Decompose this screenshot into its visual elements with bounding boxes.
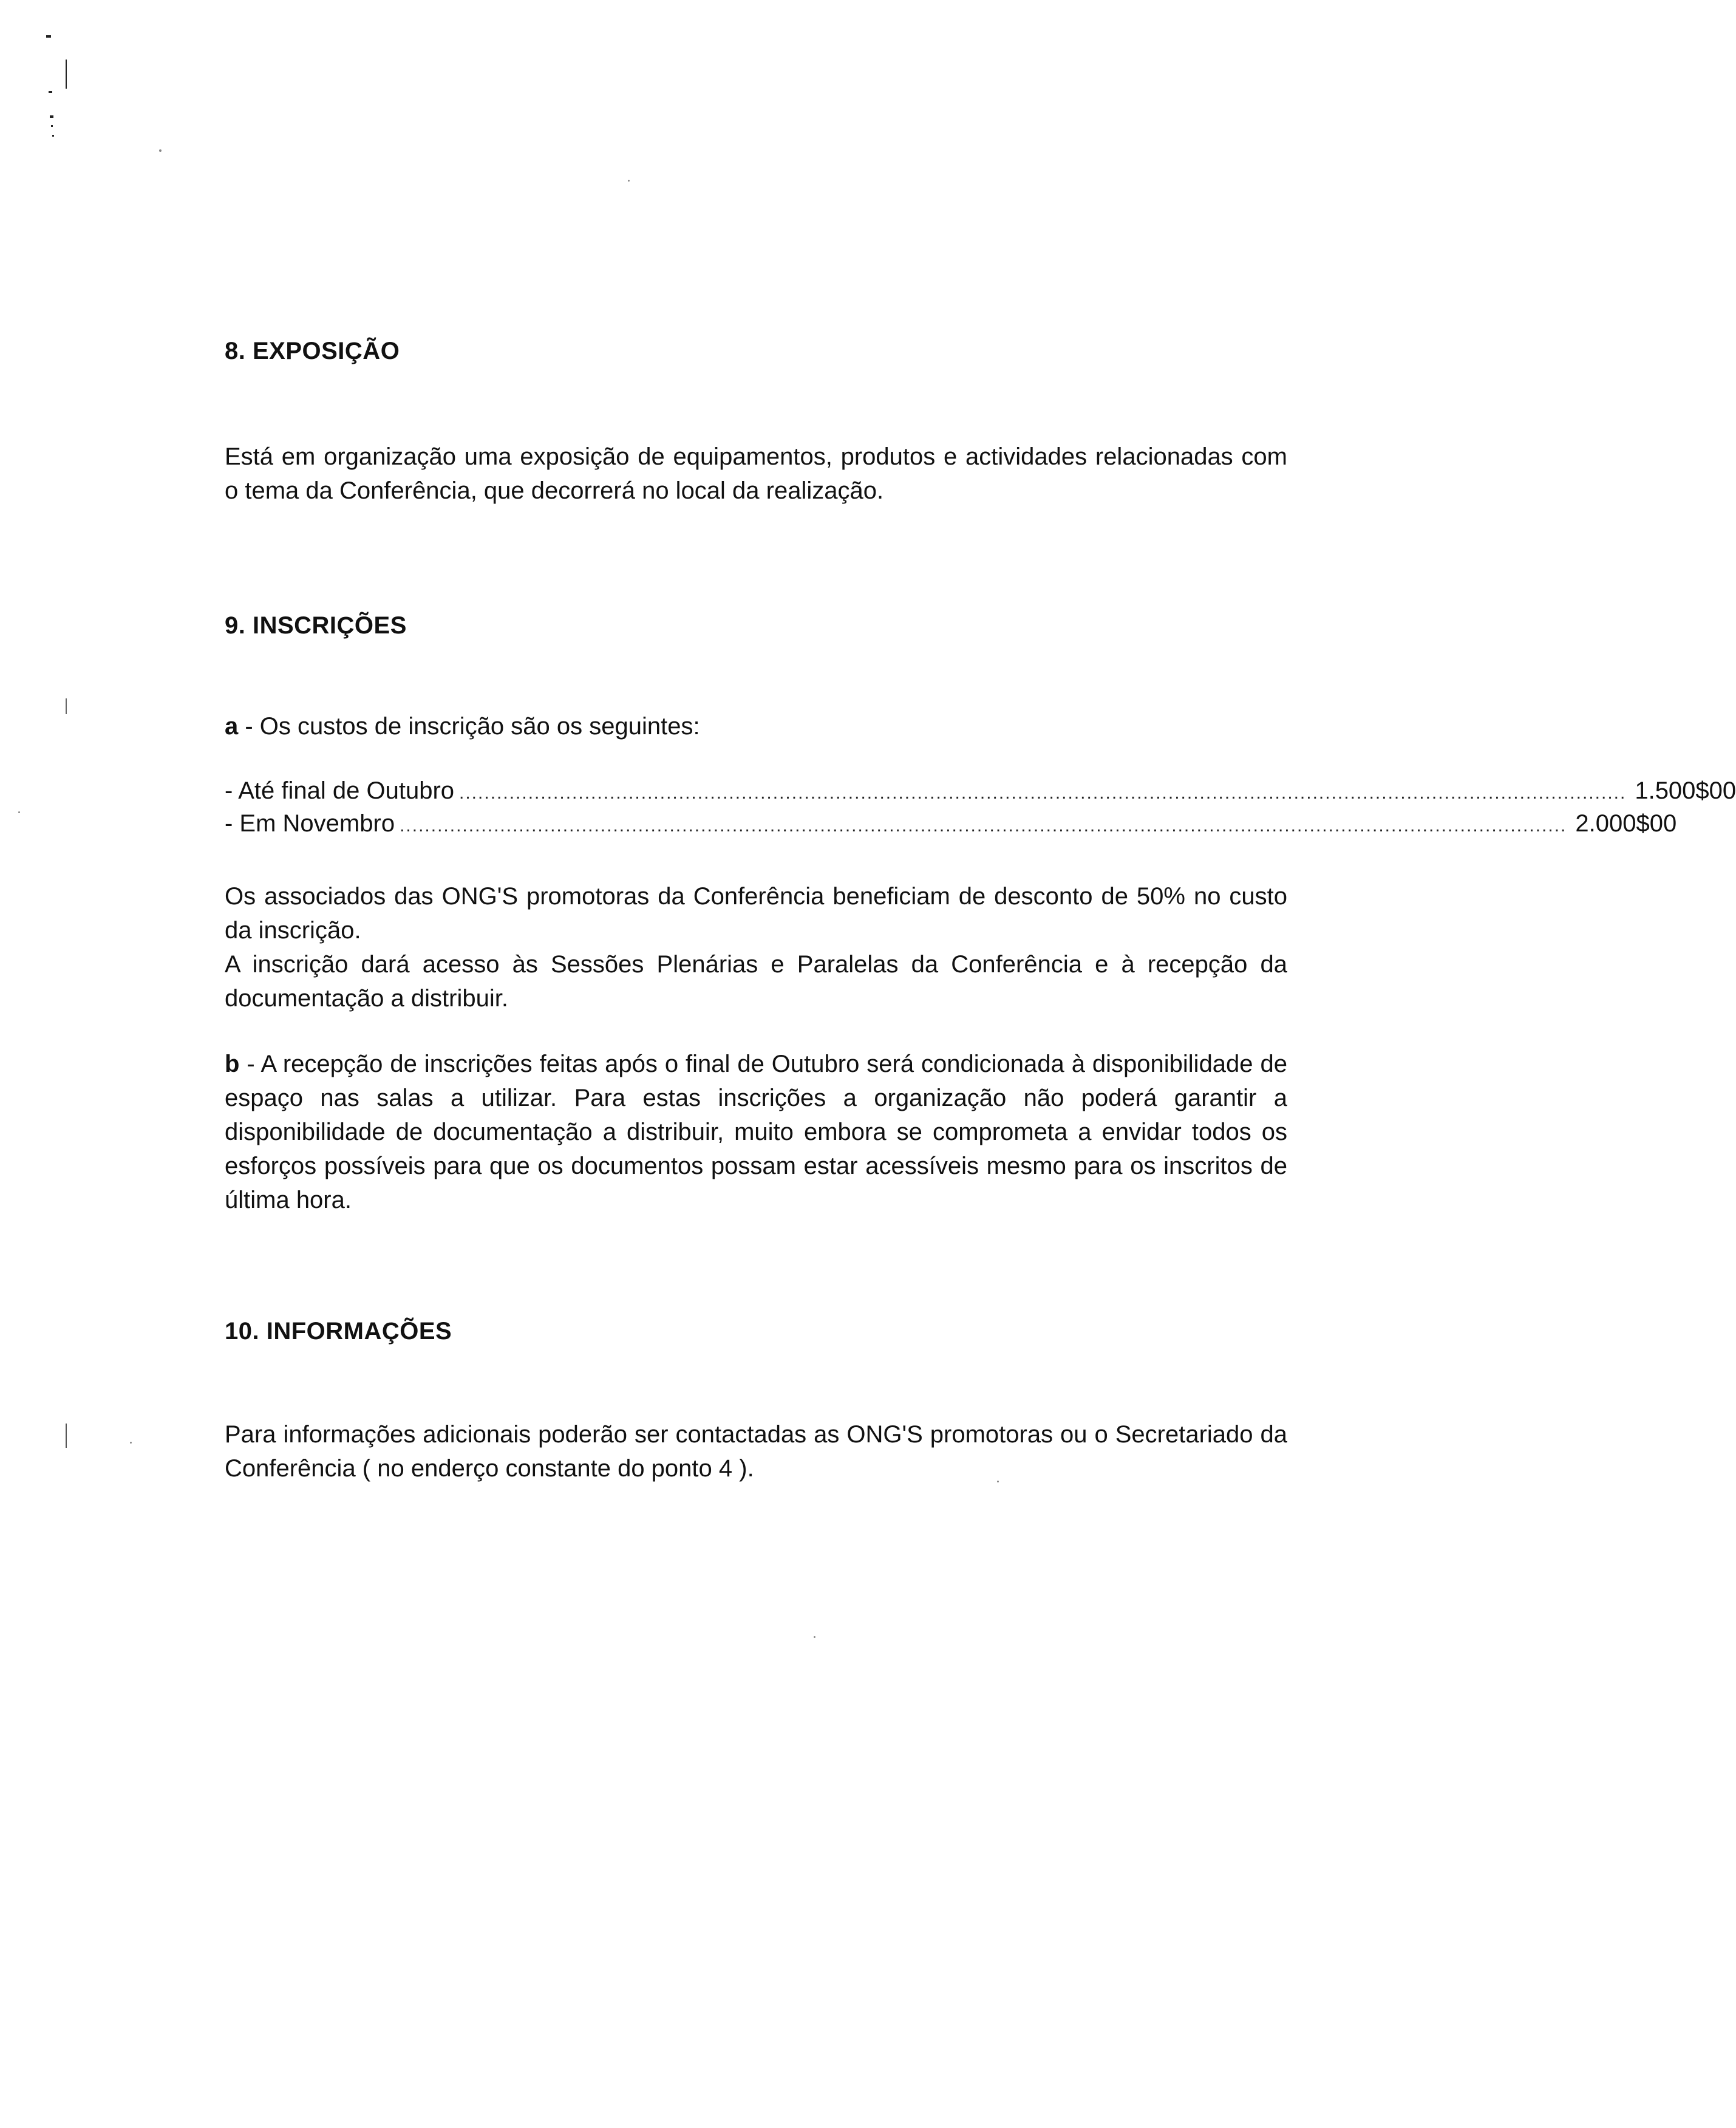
section-10-text: Para informações adicionais poderão ser contactadas as ONG'S promotoras ou o Secretariado da Conferência ( no enderço constante do ponto 4 ).	[225, 1421, 1287, 1482]
scan-mark	[46, 35, 51, 38]
fee-label: - Em Novembro	[225, 810, 395, 837]
scan-speck	[628, 180, 630, 182]
scan-mark	[66, 1424, 67, 1448]
access-text: A inscrição dará acesso às Sessões Plenárias e Paralelas da Conferência e à recepção da documentação a distribuir.	[225, 951, 1287, 1012]
item-b-paragraph	[225, 1047, 1287, 1217]
item-a-marker: a	[225, 713, 239, 740]
scan-mark	[66, 698, 67, 714]
leader-dots: ..........................................................................................................................................................................................	[459, 783, 1627, 803]
scan-speck	[814, 1636, 815, 1638]
scan-mark	[52, 135, 54, 137]
section-8-text: Está em organização uma exposição de equipamentos, produtos e actividades relacionadas com o tema da Conferência, que decorrerá no local da realização.	[225, 443, 1287, 504]
scan-speck	[159, 149, 162, 152]
fee-row	[225, 777, 1736, 811]
section-8-heading: 8. EXPOSIÇÃO	[225, 338, 400, 364]
fee-value: 2.000$00	[1575, 810, 1677, 837]
section-9-heading: 9. INSCRIÇÕES	[225, 612, 407, 639]
item-a-text: - Os custos de inscrição são os seguintes:	[238, 713, 700, 740]
item-b-text: - A recepção de inscrições feitas após o final de Outubro será condicionada à disponibilidade de espaço nas salas a utilizar. Para estas inscrições a organização não poderá garantir a disponibilidade de documentação a distribuir, muito embora se comprometa a envidar todos os esforços possíveis para que os documentos possam estar acessíveis mesmo para os inscritos de última hora.	[225, 1051, 1287, 1213]
scan-mark	[50, 115, 53, 118]
item-b-marker: b	[225, 1051, 240, 1077]
scan-speck	[18, 811, 20, 813]
fee-row	[225, 810, 1677, 844]
scan-mark	[49, 91, 52, 93]
item-a-line	[225, 713, 700, 740]
scan-mark	[51, 125, 53, 127]
scan-speck	[130, 1442, 132, 1444]
discount-text: Os associados das ONG'S promotoras da Conferência beneficiam de desconto de 50% no custo da inscrição.	[225, 883, 1287, 944]
leader-dots: ..........................................................................................................................................................................................	[400, 816, 1567, 836]
scan-mark	[66, 60, 67, 89]
section-10-heading: 10. INFORMAÇÕES	[225, 1318, 452, 1345]
fee-label: - Até final de Outubro	[225, 777, 455, 804]
fee-value: 1.500$00	[1635, 777, 1736, 804]
